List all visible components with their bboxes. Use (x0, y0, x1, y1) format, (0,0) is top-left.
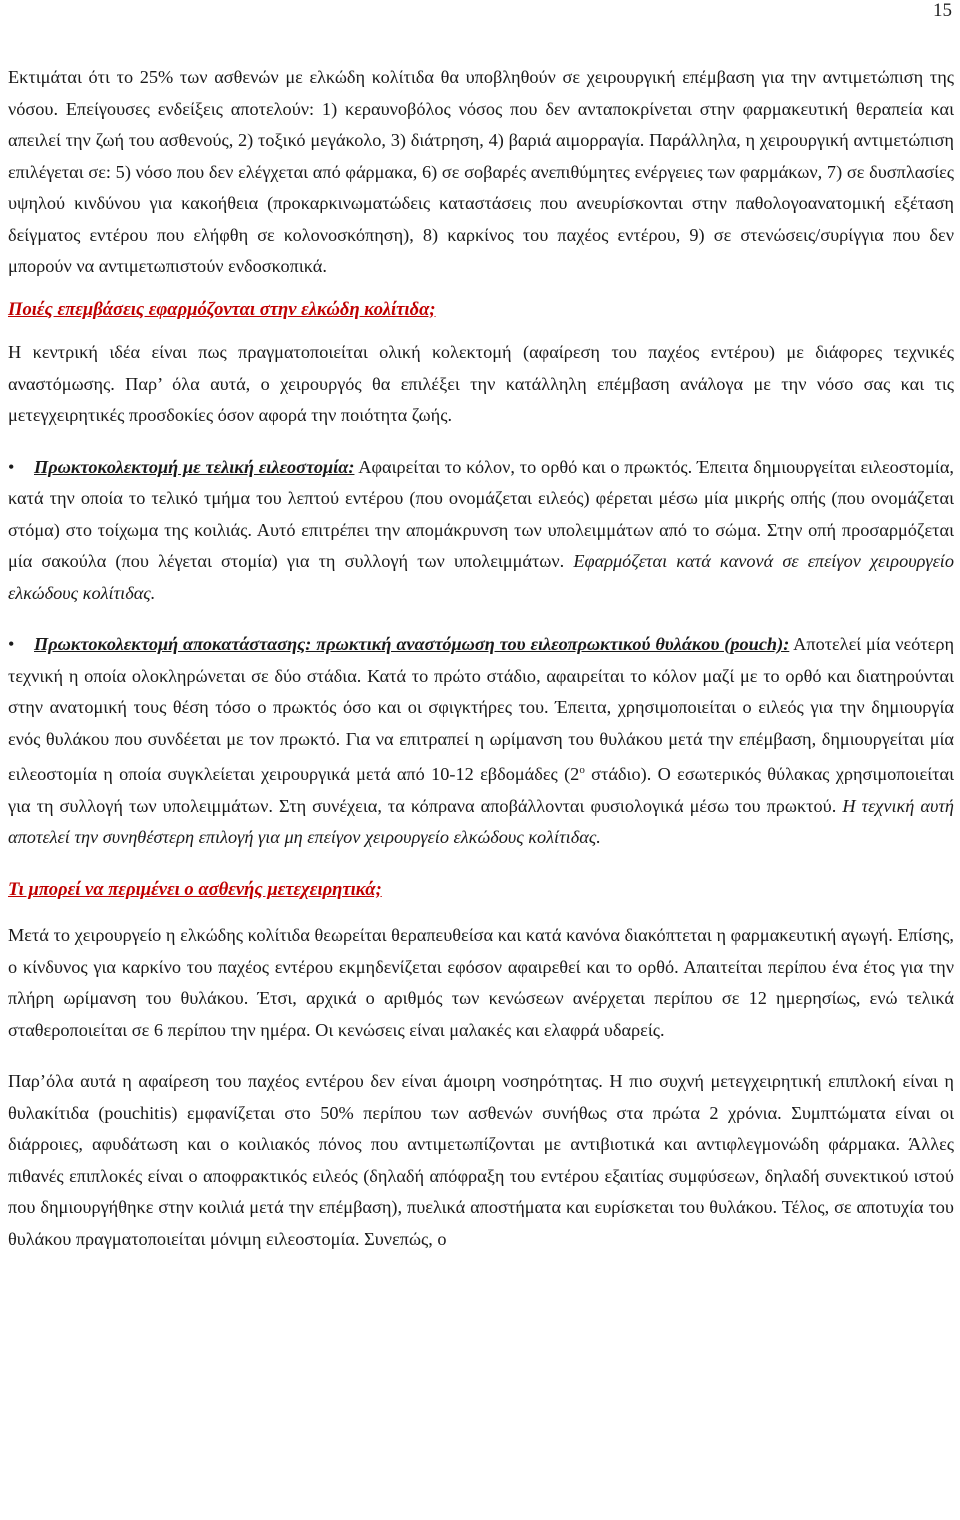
bullet-icon: • (8, 634, 15, 654)
bullet-text-continued: στάδιο). Ο εσωτερικός θύλακας χρησιμοποιείται για τη συλλογή των υπολειμμάτων. Στη συνέχεια, τα κόπρανα αποβάλλονται φυσιολογικά μέσω του πρωκτού. (8, 764, 954, 816)
bullet-emphasis: Η τεχνική αυτή αποτελεί την συνηθέστερη επιλογή για μη επείγον χειρουργείο ελκώδους κολίτιδας. (8, 795, 954, 848)
after-surgery-paragraph: Μετά το χειρουργείο η ελκώδης κολίτιδα θεωρείται θεραπευθείσα και κατά κανόνα διακόπτεται η φαρμακευτική αγωγή. Επίσης, ο κίνδυνος για καρκίνο του παχέος εντέρου εκμηδενίζεται εφόσον αφαιρεθεί και το ορθό. Απαιτείται περίπου ένα έτος για την πλήρη ωρίμανση του θυλάκου. Έτσι, αρχικά ο αριθμός των κενώσεων ανέρχεται περίπου σε 12 ημερησίως, ενώ τελικά σταθεροποιείται σε 6 περίπου την ημέρα. Οι κενώσεις είναι μαλακές και ελαφρά υδαρείς. (8, 925, 954, 1040)
intro-paragraph: Εκτιμάται ότι το 25% των ασθενών με ελκώδη κολίτιδα θα υποβληθούν σε χειρουργική επέμβαση για την αντιμετώπιση της νόσου. Επείγουσες ενδείξεις αποτελούν: 1) κεραυνοβόλος νόσος που δεν ανταποκρίνεται στην φαρμακευτική θεραπεία και απειλεί την ζωή του ασθενούς, 2) τοξικό μεγάκολο, 3) διάτρηση, 4) βαριά αιμορραγία. Παράλληλα, η χειρουργική αντιμετώπιση επιλέγεται σε: 5) νόσο που δεν ελέγχεται από φάρμακα, 6) σε σοβαρές ανεπιθύμητες ενέργειες των φαρμάκων, 7) σε δυσπλασίες υψηλού κινδύνου για κακοήθεια (προκαρκινωματώδεις καταστάσεις που ανευρίσκονται στην παθολογοανατομική εξέταση δείγματος εντέρου που ελήφθη σε κολονοσκόπηση), 8) καρκίνος του παχέος εντέρου, 9) σε στενώσεις/συρίγγια που δεν μπορούν να αντιμετωπιστούν ενδοσκοπικά. (8, 67, 954, 276)
bullet-emphasis: Εφαρμόζεται κατά κανονά σε επείγον χειρουργείο ελκώδους κολίτιδας. (8, 551, 954, 603)
page-number: 15 (933, 0, 952, 21)
bullet-text: Αποτελεί μία νεότερη τεχνική η οποία ολοκληρώνεται σε δύο στάδια. Κατά το πρώτο στάδιο, αφαιρείται το κόλον μαζί με το ορθό και διατηρούνται στην ανατομική τους θέση τόσο ο πρωκτός όσο και οι σφιγκτήρες του. Έπειτα, χρησιμοποιείται ο ειλεός για την δημιουργία ενός θυλάκου που συνδέεται με τον πρωκτό. Για να επιτραπεί η ωρίμανση του θυλάκου μετά την επέμβαση, δημιουργείται μία ειλεοστομία η οποία συγκλείεται χειρουργικά μετά από 10-12 εβδομάδες (2 (8, 634, 955, 785)
section-heading-procedures: Ποιές επεμβάσεις εφαρμόζονται στην ελκώδη κολίτιδα; (8, 298, 436, 320)
bullet-title: Πρωκτοκολεκτομή αποκατάστασης: πρωκτική αναστόμωση του ειλεοπρωκτικού θυλάκου (pouch): (34, 634, 790, 654)
bullet-icon: • (8, 456, 15, 477)
bullet-text: Αφαιρείται το κόλον, το ορθό και ο πρωκτός. Έπειτα δημιουργείται ειλεοστομία, κατά την οποία το τελικό τμήμα του λεπτού εντέρου (που ονομάζεται ειλεός) φέρεται μέσω μία μικρής οπής (που ονομάζεται στόμα) στο τοίχωμα της κοιλιάς. Αυτό επιτρέπει την απομάκρυνση των υπολειμμάτων από το σώμα. Στην οπή προσαρμόζεται μία σακούλα (που λέγεται στομία) για τη συλλογή των υπολειμμάτων. (8, 456, 954, 571)
section-heading-postop: Τι μπορεί να περιμένει ο ασθενής μετεχειρητικά; (8, 878, 382, 900)
bullet-title: Πρωκτοκολεκτομή με τελική ειλεοστομία: (34, 456, 355, 477)
complications-paragraph: Παρ’όλα αυτά η αφαίρεση του παχέος εντέρου δεν είναι άμοιρη νοσηρότητας. Η πιο συχνή μετεγχειρητική επιπλοκή είναι η θυλακίτιδα (pouchitis) εμφανίζεται στο 50% περίπου των ασθενών συνήθως στα πρώτα 2 χρόνια. Συμπτώματα είναι οι διάρροιες, αφυδάτωση και ο κοιλιακός πόνος που αντιμετωπίζονται με αντιβιοτικά και αντιφλεγμονώδη φάρμακα. Άλλες πιθανές επιπλοκές είναι ο αποφρακτικός ειλεός (δηλαδή απόφραξη του εντέρου εξαιτίας συμφύσεων, δηλαδή συνεκτικού ιστού που δημιουργήθηκε στην κοιλιά μετά την επέμβαση), πυελικά αποστήματα και ευρίσκεται του θυλάκου. Τέλος, σε αποτυχία του θυλάκου πραγματοποιείται μόνιμη ειλεοστομία. Συνεπώς, ο (8, 1071, 954, 1249)
bullet-item-ileal-pouch (8, 629, 954, 854)
ordinal-superscript: ο (579, 764, 585, 776)
central-idea-paragraph: Η κεντρική ιδέα είναι πως πραγματοποιείται ολική κολεκτομή (αφαίρεση του παχέος εντέρου) με διάφορες τεχνικές αναστόμωσης. Παρ’ όλα αυτά, ο χειρουργός θα επιλέξει την κατάλληλη επέμβαση ανάλογα με την νόσο σας και τις μετεγχειρητικές προσδοκίες όσον αφορά την ποιότητα ζωής. (8, 342, 954, 425)
document-body (8, 62, 954, 1255)
bullet-item-end-ileostomy (8, 452, 954, 610)
